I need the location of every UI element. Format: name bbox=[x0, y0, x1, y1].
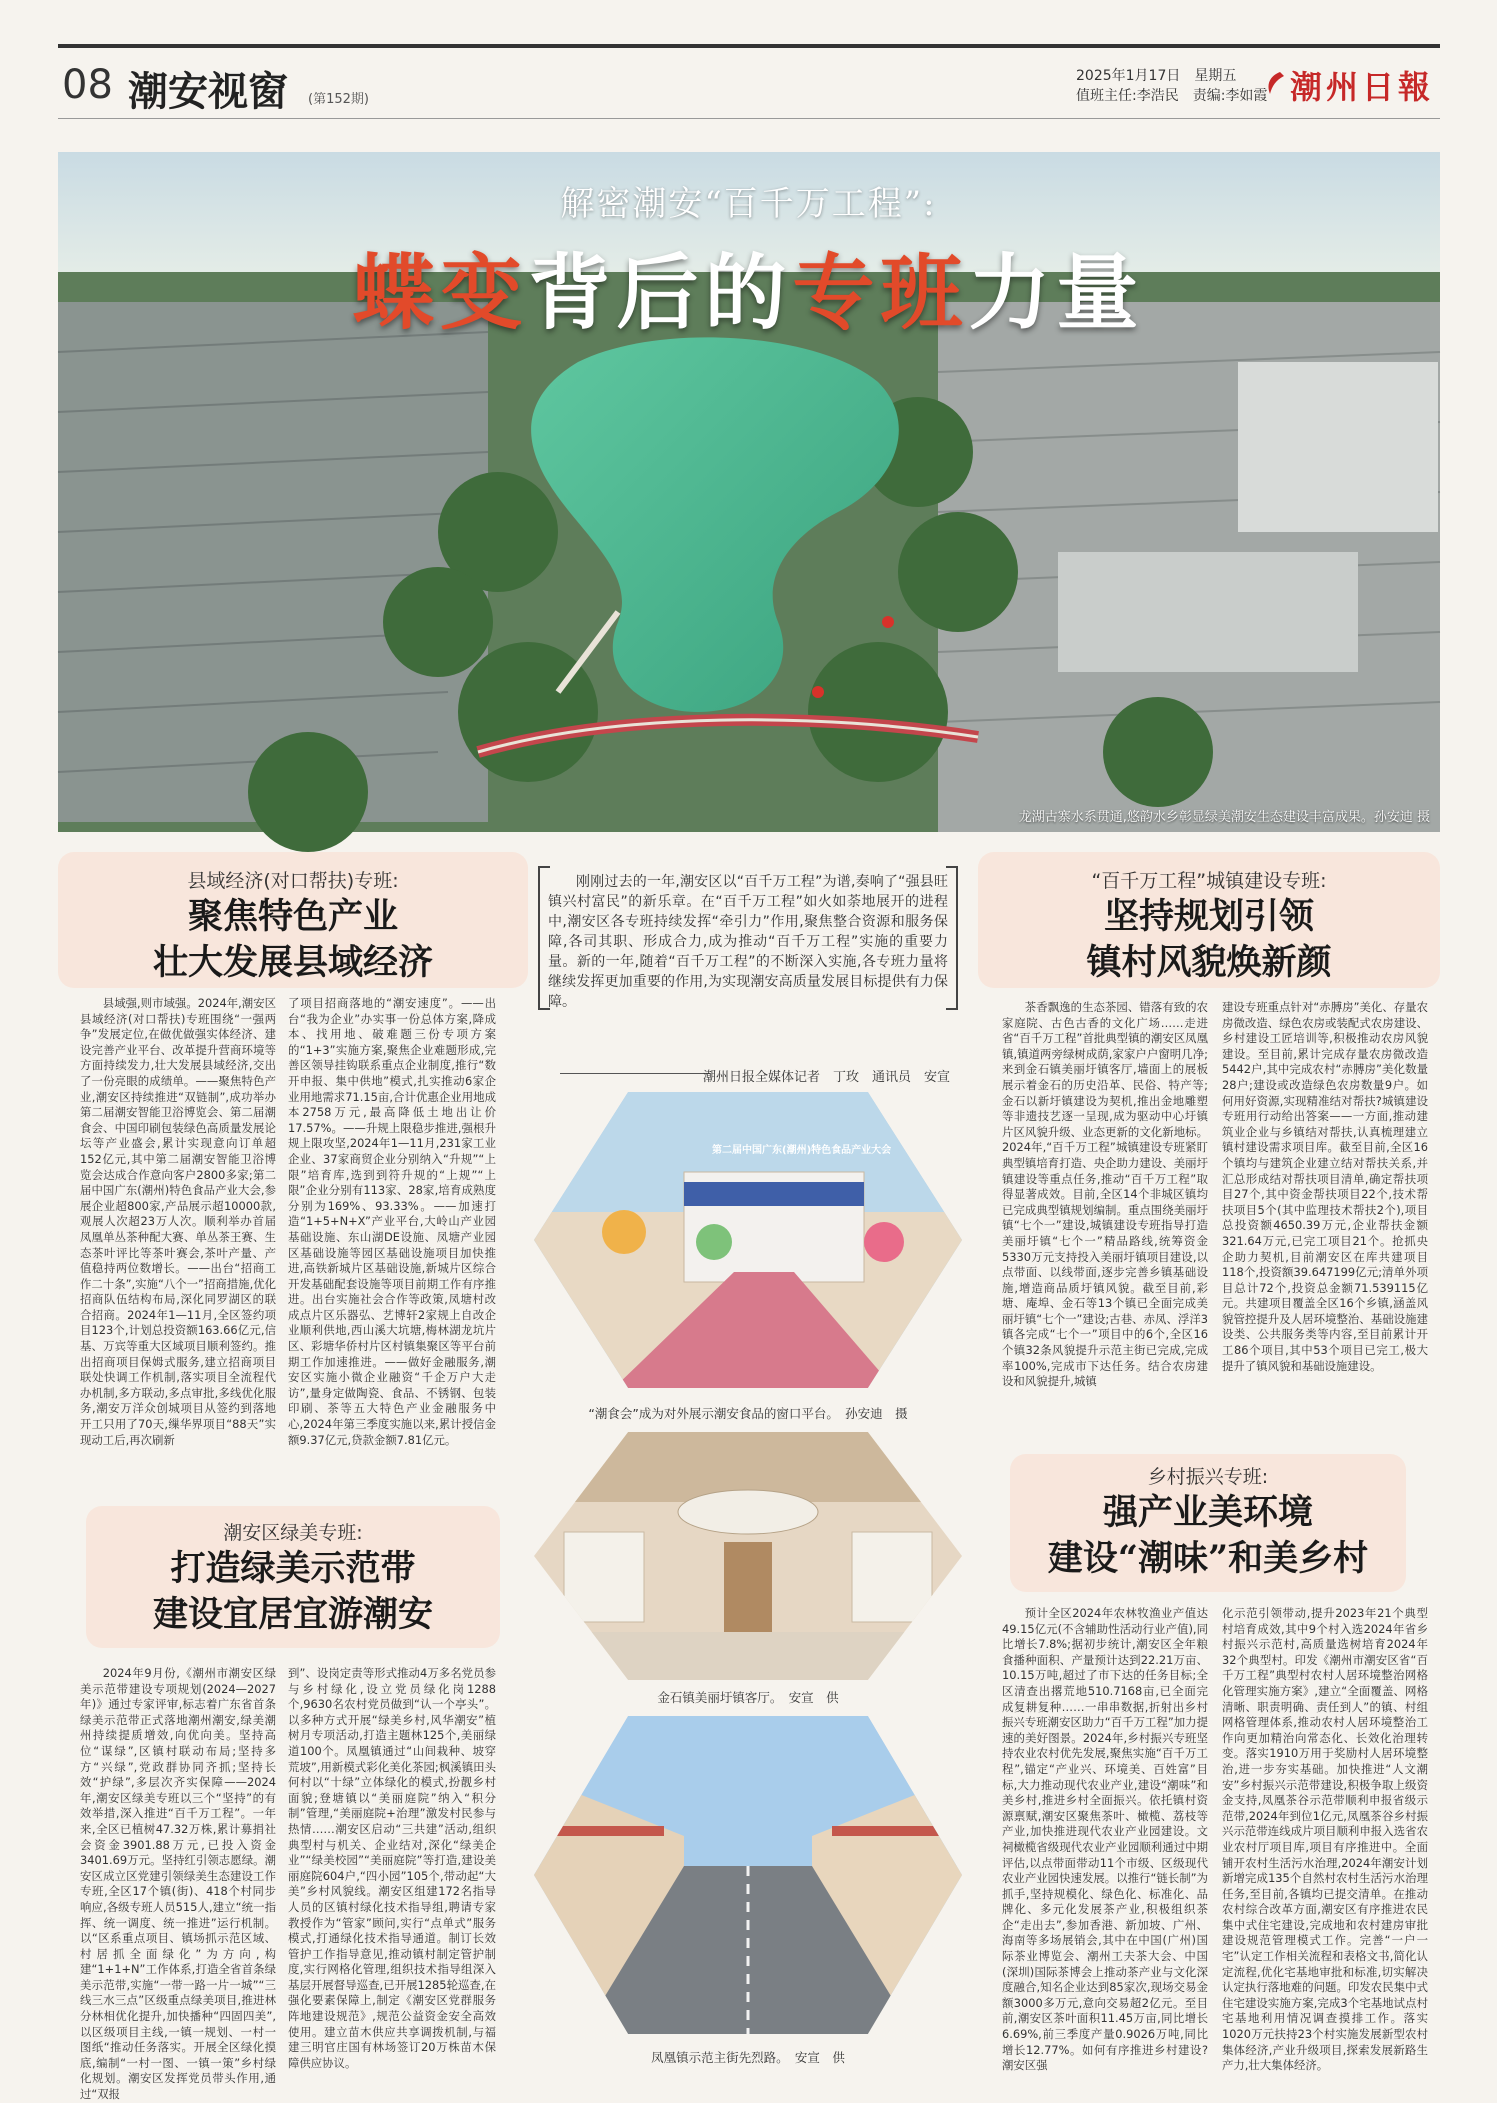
food-expo-illustration bbox=[534, 1092, 962, 1388]
section3-headline bbox=[978, 894, 1440, 986]
section4-headline bbox=[1010, 1490, 1406, 1582]
title-part-2: 背后的 bbox=[528, 245, 793, 341]
editors-line: 值班主任:李浩民 责编:李如霞 bbox=[1076, 88, 1268, 104]
section4-headline-line2: 建设“潮味”和美乡村 bbox=[1047, 1538, 1369, 1579]
issue-number: (第152期) bbox=[308, 92, 369, 107]
photo-main-street bbox=[534, 1716, 962, 2034]
section1-column-b: 了项目招商落地的“潮安速度”。——出台“我为企业”办实事一份总体方案,降成本、找用地、破难题三份专项方案的“1+3”实施方案,聚焦企业难题形成,完善区领导挂钩联系重点企业制度,推行“数开申报、集中供地”模式,扎实推动6家企业用地需求71.15亩,合计优惠企业用地成本2758万元,最高降低土地出让价17.57%。——升规上限稳步推进,强根升规上限攻坚,2024年1—11月,231家工业企业、37家商贸企业分别纳入“升规”“上限”培育库,选到到符升规的“上规”“上限”企业分别有113家、28家,培育成熟度分别为169%、93.33%。——加速打造“1+5+N+X”产业平台,大岭山产业园基础设施、东山湖DE设施、凤塘产业园区基础设施等园区基础设施项目加快推进,高铁新城片区基础设施,新城片区综合开发基础配套设施等项目前期工作有序推进。出台实施社会合作等政策,凤塘村改成点片区乐器弘、艺博轩2家规上自改企业顺利供地,西山溪大坑塘,梅林湖龙坑片区、彩塘华侨村片区村镇集聚区等平台前期工作加速推进。——做好金融服务,潮安区实施小微企业融资“千企万户大走访”,量身定做陶瓷、食品、不锈钢、包装印刷、茶等五大特色产业金融服务中心,2024年第三季度实施以来,累计授信金额9.37亿元,贷款金额7.81亿元。 bbox=[288, 996, 496, 1447]
photo-town-lobby bbox=[534, 1432, 962, 1680]
page-number: 08 bbox=[62, 62, 113, 108]
feature-title bbox=[0, 228, 1497, 345]
photo3-caption: 凤凰镇示范主街先烈路。 安宣 供 bbox=[651, 2050, 845, 2065]
intro-text: 刚刚过去的一年,潮安区以“百千万工程”为谱,奏响了“强县旺镇兴村富民”的新乐章。在“百千万工程”如火如荼地展开的进程中,潮安区各专班持续发挥“牵引力”作用,聚焦整合资源和服务保障,各司其职、形成合力,成为推动“百千万工程”实施的重要力量。新的一年,随着“百千万工程”的不断深入实施,各专班力量将继续发挥更加重要的作用,为实现潮安高质量发展目标提供有力保障。 bbox=[548, 874, 948, 1010]
section3-subhead: “百千万工程”城镇建设专班: bbox=[1091, 870, 1327, 892]
paper-logo: 潮州日報 bbox=[1290, 68, 1435, 106]
section4-headline-line1: 强产业美环境 bbox=[1102, 1492, 1313, 1533]
section2-headline-line1: 打造绿美示范带 bbox=[170, 1548, 416, 1589]
section1-subhead: 县域经济(对口帮扶)专班: bbox=[187, 870, 399, 892]
byline: 潮州日报全媒体记者 丁玫 通讯员 安宣 bbox=[702, 1070, 950, 1085]
title-part-4: 力量 bbox=[968, 245, 1145, 341]
section2-column-b: 到”、设岗定责等形式推动4万多名党员参与乡村绿化,设立党员绿化岗1288个,9630名农村党员做到“认一个亭头”。以多种方式开展“绿美乡村,风华潮安”植树月专项活动,打造主题林125个,美丽绿道100个。凤凰镇通过“山间栽种、坡穿荒坡”,用新模式彩化美化茶园;枫溪镇田头何村以“十绿”立体绿化的模式,扮靓乡村面貌;登塘镇以“美丽庭院”纳入“积分制”管理,“美丽庭院+治理”激发村民参与热情……潮安区启动“三共建”活动,组织典型村与机关、企业结对,深化“绿美企业”“绿美校园”“美丽庭院”等打造,建设美丽庭院604户,“四小园”105个,带动起“大美”乡村风貌线。潮安区组建172名指导人员的区镇村绿化技术指导组,聘请专家教授作为“管家”顾问,实行“点单式”服务模式,打通绿化技术指导通道。制订长效管护工作指导意见,推动镇村制定管护制度,实行网格化管理,组织技术指导组深入基层开展督导巡查,已开展1285轮巡查,在强化要素保障上,制定《潮安区党群服务阵地建设规范》,规范公益资金安全高效使用。建立苗木供应共享调拨机制,与福建三明官庄国有林场签订20万株苗木保障供应协议。 bbox=[288, 1666, 496, 2070]
photo1-caption: “潮食会”成为对外展示潮安食品的窗口平台。 孙安迪 摄 bbox=[588, 1406, 908, 1421]
title-part-3: 专班 bbox=[792, 245, 969, 341]
feature-photo-caption: 龙湖古寨水系贯通,悠韵水乡彰显绿美潮安生态建设丰富成果。孙安迪 摄 bbox=[1018, 810, 1430, 825]
town-lobby-illustration bbox=[534, 1432, 962, 1680]
title-part-1: 蝶变 bbox=[352, 245, 529, 341]
top-rule bbox=[58, 44, 1440, 48]
date-info bbox=[1076, 66, 1267, 106]
food-expo-banner: 第二届中国广东(潮州)特色食品产业大会 bbox=[712, 1145, 892, 1156]
photo2-caption: 金石镇美丽圩镇客厅。 安宣 供 bbox=[657, 1690, 839, 1705]
section1-headline-line1: 聚焦特色产业 bbox=[187, 896, 398, 937]
masthead-rule bbox=[58, 118, 1440, 119]
section4-column-a: 预计全区2024年农林牧渔业产值达49.15亿元(不含辅助性活动行业产值),同比增长7.8%;据初步统计,潮安区全年粮食播种面积、产量预计达到22.21万亩、10.15万吨,超过了市下达的任务目标;全区清查出撂荒地510.7168亩,已全面完成复耕复种……一串串数据,折射出乡村振兴专班潮安区助力“百千万工程”加力提速的美好图景。2024年,乡村振兴专班坚持农业农村优先发展,聚焦实施“百千万工程”,锚定“产业兴、环境美、百姓富”目标,大力推动现代农业产业,建设“潮味”和美乡村,推进乡村全面振兴。依托镇村资源禀赋,潮安区聚焦茶叶、橄榄、荔枝等产业,加快推进现代农业产业园建设。文祠橄榄省级现代农业产业园顺利通过中期评估,以点带面带动11个市级、区级现代农业产业园快速发展。以推行“链长制”为抓手,坚持规模化、绿色化、标准化、品牌化、多元化发展茶产业,积极组织茶企“走出去”,参加香港、新加坡、广州、海南等多场展销会,其中在中国(广州)国际茶业博览会、潮州工夫茶大会、中国(深圳)国际茶博会上推动茶产业与文化深度融合,知名企业达到85家次,现场交易金额3000多万元,意向交易超2亿元。至目前,潮安区茶叶面积11.45万亩,同比增长6.69%,前三季度产量0.9026万吨,同比增长12.77%。如何有序推进乡村建设?潮安区强 bbox=[1002, 1606, 1208, 2073]
main-street-illustration bbox=[534, 1716, 962, 2034]
page-name: 潮安视窗 bbox=[128, 69, 288, 115]
section3-headline-line1: 坚持规划引领 bbox=[1103, 896, 1314, 937]
section3-headline-line2: 镇村风貌焕新颜 bbox=[1086, 942, 1332, 983]
section1-headline bbox=[58, 894, 528, 986]
section2-headline-line2: 建设宜居宜游潮安 bbox=[152, 1594, 433, 1635]
date-line: 2025年1月17日 星期五 bbox=[1076, 68, 1237, 84]
feature-kicker: 解密潮安“百千万工程”: bbox=[560, 184, 937, 224]
section3-column-a: 茶香飘逸的生态茶园、错落有致的农家庭院、古色古香的文化广场……走进省“百千万工程”首批典型镇的潮安区凤凰镇,镇道两旁绿树成荫,家家户户窗明几净;来到金石镇美丽圩镇客厅,墙面上的展板展示着金石的历史沿革、民俗、特产等;金石以新圩镇建设为契机,推出金地雕塑等非遗技艺逐一呈现,成为驱动中心圩镇片区风貌升级、业态更新的文化新地标。2024年,“百千万工程”城镇建设专班紧盯典型镇培育打造、央企助力建设、美丽圩镇建设等重点任务,推动“百千万工程”取得显著成效。目前,全区14个非城区镇均已完成典型镇规划编制。重点围绕美丽圩镇“七个一”建设,城镇建设专班指导打造美丽圩镇“七个一”精品路线,统筹资金5330万元支持投入美丽圩镇项目建设,以点带面、以线带面,逐步完善乡镇基础设施,增造商品质圩镇风貌。截至目前,彩塘、庵埠、金石等13个镇已全面完成美丽圩镇“七个一”建设;古巷、赤凤、浮洋3镇各完成“七个一”项目中的6个,全区16个镇32条风貌提升示范主街已完成,完成率100%,完成市下达任务。结合农房建设和风貌提升,城镇 bbox=[1002, 1000, 1208, 1389]
paper-logo-icon bbox=[1264, 70, 1286, 96]
section4-column-b: 化示范引领带动,提升2023年21个典型村培育成效,其中9个村入选2024年省乡村振兴示范村,高质量选树培育2024年32个典型村。印发《潮州市潮安区省“百千万工程”典型村农村人居环境整治网格化管理实施方案》,建立“全面覆盖、网格清晰、职责明确、责任到人”的镇、村组网格管理体系,推动农村人居环境整治工作向更加精治向常态化、长效化治理转变。落实1910万用于奖励村人居环境整治,进一步夯实基础。加快推进“人文潮安”乡村振兴示范带建设,积极争取上级资金支持,凤凰茶谷示范带顺利申报省级示范带,2024年到位1亿元,凤凰茶谷乡村振兴示范带连线成片项目顺利申报入选省农业农村厅项目库,项目有序推进中。全面铺开农村生活污水治理,2024年潮安计划新增完成135个自然村农村生活污水治理任务,至目前,各镇均已提交清单。在推动农村综合改革方面,潮安区有序推进农民集中式住宅建设,完成地和农村建房审批建设规范管理模式工作。完善“一户一宅”认定工作相关流程和表格文书,简化认定流程,优化宅基地审批和标准,切实解决认定执行落地难的问题。印发农民集中式住宅建设实施方案,完成3个宅基地试点村宅基地利用情况调查摸排工作。落实1020万元扶持23个村实施发展新型农村集体经济,产业升级项目,探索发展新路生产力,壮大集体经济。 bbox=[1222, 1606, 1428, 2073]
section3-column-b: 建设专班重点针对“赤膊房”美化、存量农房微改造、绿色农房或装配式农房建设、乡村建设工匠培训等,积极推动农房风貌建设。至目前,累计完成存量农房微改造5442户,其中完成农村“赤膊房”美化数量28户;建设或改造绿色农房数量9户。如何用好资源,实现精准结对帮扶?城镇建设专班用行动给出答案——一方面,推动建筑业企业与乡镇结对帮扶,认真梳理建立镇村建设需求项目库。截至目前,全区16个镇均与建筑企业建立结对帮扶关系,并汇总形成结对帮扶项目清单,确定帮扶项目27个,其中资金帮扶项目22个,技术帮扶项目5个(其中监理技术帮扶2个),项目总投资额4650.39万元,企业帮扶金额321.64万元,已完工项目21个。抢抓央企助力契机,目前潮安区在库共建项目118个,投资额39.647199亿元;清单外项目总计72个,投资总金额71.539115亿元。共建项目覆盖全区16个乡镇,涵盖风貌管控提升及人居环境整治、基础设施建设类、公共服务类等内容,至目前累计开工86个项目,其中53个项目已完工,极大提升了镇风貌和基础设施建设。 bbox=[1222, 1000, 1428, 1373]
section4-subhead: 乡村振兴专班: bbox=[1147, 1466, 1269, 1488]
section1-headline-line2: 壮大发展县域经济 bbox=[152, 942, 433, 983]
section2-column-a: 2024年9月份,《潮州市潮安区绿美示范带建设专项规划(2024—2027年)》通过专家评审,标志着广东省首条绿美示范带正式落地潮州潮安,绿美潮州持续提质增效,向优向美。坚持高位“谋绿”,区镇村联动布局;坚持多方“兴绿”,党政群协同齐抓;坚持长效“护绿”,多层次齐实保障——2024年,潮安区绿美专班以三个“坚持”的有效举措,深入推进“百千万工程”。一年来,全区已植树47.32万株,累计募捐社会资金3901.88万元,已投入资金3401.69万元。坚持红引领志愿绿。潮安区成立区党建引领绿美生态建设工作专班,全区17个镇(街)、418个村同步响应,各级专班人员515人,建立“统一指挥、统一调度、统一推进”运行机制。以“区系重点项目、镇场抓示范区域、村居抓全面绿化”为方向,构建“1+1+N”工作体系,打造全省首条绿美示范带,实施“一带一路一片一城”“三线三水三点”区级重点绿美项目,推进林分林相优化提升,加快播种“四固四美”,以区级项目主线,一镇一规划、一村一图纸“推动任务落实。开展全区绿化摸底,编制“一村一图、一镇一策”乡村绿化规划。潮安区发挥党员带头作用,通过“双报 bbox=[80, 1666, 276, 2102]
section1-column-a: 县域强,则市域强。2024年,潮安区县域经济(对口帮扶)专班围绕“一强两争”发展定位,在做优做强实体经济、建设完善产业平台、改革提升营商环境等方面持续发力,壮大发展县域经济,交出了一份亮眼的成绩单。——聚焦特色产业,潮安区持续推进“双链制”,成功举办第二届潮安智能卫浴博览会、第二届潮食会、中国印刷包装绿色高质量发展论坛等产业盛会,累计实现意向订单超152亿元,其中第二届潮安智能卫浴博览会达成合作意向客户2800多家;第二届中国广东(潮州)特色食品产业大会,参展企业超800家,产品展示超10000款,观展人次超23万人次。顺利举办首届凤凰单丛茶种配大赛、单丛茶王赛、生态茶叶评比等茶叶赛会,茶叶产量、产值稳持两位数增长。——出台“招商工作二十条”,实施“八个一”招商措施,优化招商队伍结构布局,深化同罗湖区的联合招商。2024年1—11月,全区签约项目123个,计划总投资额163.66亿元,信基、万宾等重大区域项目顺利签约。推出招商项目保姆式服务,建立招商项目联处快调工作机制,落实项目全流程代办机制,多方联动,多点审批,多线优化服务,潮安万洋众创城项目从签约到落地开工只用了70天,缫华界项目“88天”实现动工后,再次刷新 bbox=[80, 996, 276, 1447]
photo-food-expo bbox=[534, 1092, 962, 1388]
section2-headline bbox=[86, 1546, 500, 1638]
section2-subhead: 潮安区绿美专班: bbox=[223, 1522, 363, 1544]
